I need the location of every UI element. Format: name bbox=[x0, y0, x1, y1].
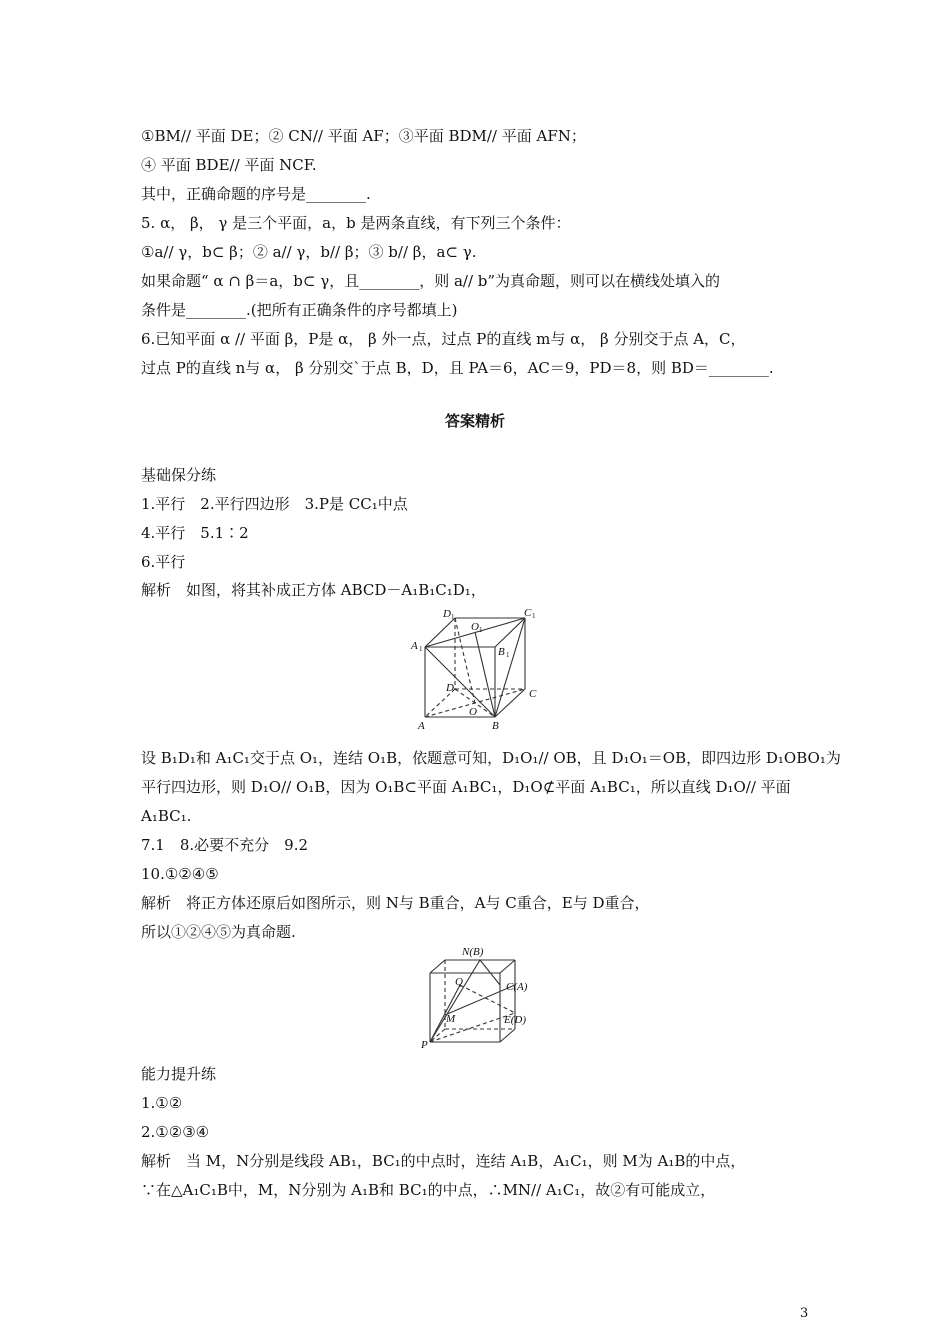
advanced-answer-1: 1.①② bbox=[141, 1094, 183, 1112]
label-o1: O bbox=[471, 621, 479, 633]
analysis-6-line3: A₁BC₁. bbox=[141, 807, 192, 825]
label-d: D bbox=[446, 682, 454, 694]
answer-section-title: 答案精析 bbox=[444, 412, 505, 430]
problem-5-question-line2: 条件是________.(把所有正确条件的序号都填上) bbox=[141, 301, 458, 319]
advanced-analysis-line2: ∵在△A₁C₁B中，M，N分别为 A₁B和 BC₁的中点，∴MN// A₁C₁，故②有可能成立， bbox=[141, 1181, 716, 1199]
label-e-d: E(D) bbox=[504, 1014, 526, 1026]
analysis-10-line2: 所以①②④⑤为真命题. bbox=[141, 923, 296, 941]
label-m: M bbox=[446, 1013, 456, 1025]
analysis-6-intro: 解析 如图，将其补成正方体 ABCD－A₁B₁C₁D₁， bbox=[141, 581, 486, 599]
page-number: 3 bbox=[800, 1306, 809, 1321]
problem-5-question-line1: 如果命题“ α ∩ β＝a，b⊂ γ，且________，则 a// b”为真命题，则可以在横线处填入的 bbox=[141, 272, 721, 290]
cube-figure-2 bbox=[415, 945, 545, 1055]
answer-6: 6.平行 bbox=[141, 553, 186, 571]
label-b1: B bbox=[498, 646, 505, 658]
svg-text:1: 1 bbox=[532, 612, 536, 620]
problem-4-options-line2: ④ 平面 BDE// 平面 NCF. bbox=[141, 156, 317, 174]
label-p: P bbox=[421, 1039, 428, 1051]
label-a1: A bbox=[411, 640, 418, 652]
label-c: C bbox=[529, 688, 537, 700]
answers-7-9: 7.1 8.必要不充分 9.2 bbox=[141, 836, 309, 854]
section-heading-basic: 基础保分练 bbox=[141, 466, 217, 484]
advanced-analysis-line1: 解析 当 M，N分别是线段 AB₁，BC₁的中点时，连结 A₁B，A₁C₁，则 M为 A₁B的中点， bbox=[141, 1152, 746, 1170]
analysis-6-line1: 设 B₁D₁和 A₁C₁交于点 O₁，连结 O₁B，依题意可知，D₁O₁// OB，且 D₁O₁＝OB，即四边形 D₁OBO₁为 bbox=[141, 749, 841, 767]
problem-6-line1: 6.已知平面 α // 平面 β，P是 α， β 外一点，过点 P的直线 m与 α， β 分别交于点 A，C， bbox=[141, 330, 746, 348]
label-q: Q bbox=[455, 976, 463, 988]
label-c1: C bbox=[524, 607, 532, 619]
section-heading-advanced: 能力提升练 bbox=[141, 1065, 217, 1083]
problem-5-conditions: ①a// γ，b⊂ β；② a// γ，b// β；③ b// β，a⊂ γ. bbox=[141, 243, 477, 261]
answer-10: 10.①②④⑤ bbox=[141, 865, 219, 883]
answers-4-5: 4.平行 5.1∶2 bbox=[141, 524, 249, 542]
svg-text:1: 1 bbox=[419, 645, 423, 653]
analysis-10-line1: 解析 将正方体还原后如图所示，则 N与 B重合，A与 C重合，E与 D重合， bbox=[141, 894, 650, 912]
label-a: A bbox=[418, 720, 425, 732]
problem-4-question: 其中，正确命题的序号是________. bbox=[141, 185, 371, 203]
cube-figure-1 bbox=[405, 605, 545, 735]
problem-6-line2: 过点 P的直线 n与 α， β 分别交`于点 B，D，且 PA＝6，AC＝9，PD＝8，则 BD＝________. bbox=[141, 359, 774, 377]
label-d1: D bbox=[443, 608, 451, 620]
label-n-b: N(B) bbox=[462, 946, 484, 958]
svg-text:1: 1 bbox=[479, 626, 483, 634]
advanced-answer-2: 2.①②③④ bbox=[141, 1123, 210, 1141]
svg-text:1: 1 bbox=[451, 613, 455, 621]
label-c-a: C(A) bbox=[506, 981, 528, 993]
label-b: B bbox=[492, 720, 499, 732]
problem-4-options-line1: ①BM// 平面 DE；② CN// 平面 AF；③平面 BDM// 平面 AFN； bbox=[141, 127, 586, 145]
problem-5-stem: 5. α， β， γ 是三个平面，a，b 是两条直线，有下列三个条件： bbox=[141, 214, 571, 232]
analysis-6-line2: 平行四边形，则 D₁O// O₁B，因为 O₁B⊂平面 A₁BC₁，D₁O⊄平面 A₁BC₁，所以直线 D₁O// 平面 bbox=[141, 778, 791, 796]
answers-1-3: 1.平行 2.平行四边形 3.P是 CC₁中点 bbox=[141, 495, 408, 513]
svg-text:1: 1 bbox=[506, 651, 510, 659]
label-o: O bbox=[469, 706, 477, 718]
